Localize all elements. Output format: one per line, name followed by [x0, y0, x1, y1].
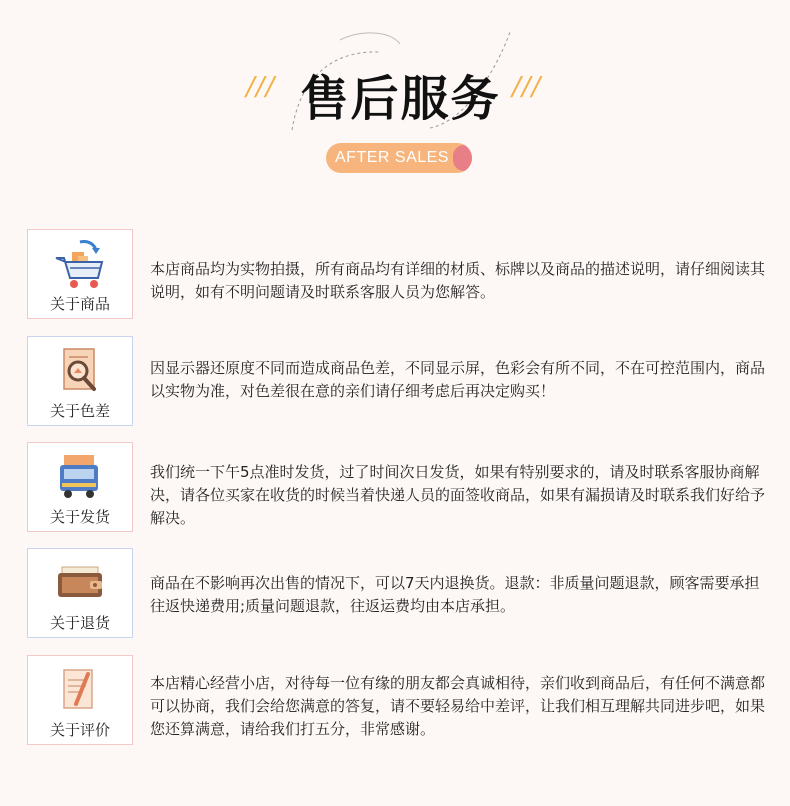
- left-slashes: ///: [246, 72, 276, 102]
- section-label: 关于评价: [49, 721, 110, 739]
- page-title: 售后服务: [300, 71, 501, 127]
- section-card: [27, 229, 133, 319]
- section-review: [27, 655, 767, 745]
- section-color: [27, 336, 767, 426]
- after-sales-label: AFTER SALES: [335, 149, 449, 166]
- section-text: 商品在不影响再次出售的情况下，可以7天内退换货。退款：非质量问题退款，顾客需要承担往返快递费用;质量问题退款，往返运费均由本店承担。: [150, 574, 760, 615]
- section-label: 关于退货: [49, 614, 110, 632]
- section-return: [27, 548, 767, 638]
- wallet-icon: [52, 557, 108, 609]
- section-text: 我们统一下午5点准时发货，过了时间次日发货，如果有特别要求的，请及时联系客服协商解决，请各位买家在收货的时候当着快递人员的面签收商品，如果有漏损请及时联系我们好给予解决。: [150, 463, 766, 527]
- section-product: [27, 229, 767, 319]
- section-text: 本店精心经营小店，对待每一位有缘的朋友都会真诚相待，亲们收到商品后，有任何不满意都可以协商，我们会给您满意的答复，请不要轻易给中差评，让我们相互理解共同进步吧，如果您还算满意，请给我们打五分，非常感谢。: [150, 674, 766, 738]
- section-label: 关于商品: [49, 295, 110, 313]
- right-slashes: ///: [512, 72, 542, 102]
- section-text: 本店商品均为实物拍摄，所有商品均有详细的材质、标牌以及商品的描述说明，请仔细阅读其说明，如有不明问题请及时联系客服人员为您解答。: [150, 260, 766, 301]
- section-card: [27, 548, 133, 638]
- after-sales-pill: [326, 143, 472, 173]
- section-card: [27, 336, 133, 426]
- clipboard-pen-icon: [52, 664, 108, 716]
- section-label: 关于发货: [49, 508, 110, 526]
- delivery-truck-icon: [52, 451, 108, 503]
- section-card: [27, 442, 133, 532]
- pill-dot: [453, 145, 472, 171]
- header: [0, 0, 790, 200]
- section-label: 关于色差: [49, 402, 110, 420]
- section-shipping: [27, 442, 767, 532]
- section-text: 因显示器还原度不同而造成商品色差，不同显示屏，色彩会有所不同，不在可控范围内，商品以实物为准，对色差很在意的亲们请仔细考虑后再决定购买！: [150, 359, 766, 400]
- section-card: [27, 655, 133, 745]
- shopping-cart-icon: [52, 238, 108, 290]
- magnifier-document-icon: [52, 345, 108, 397]
